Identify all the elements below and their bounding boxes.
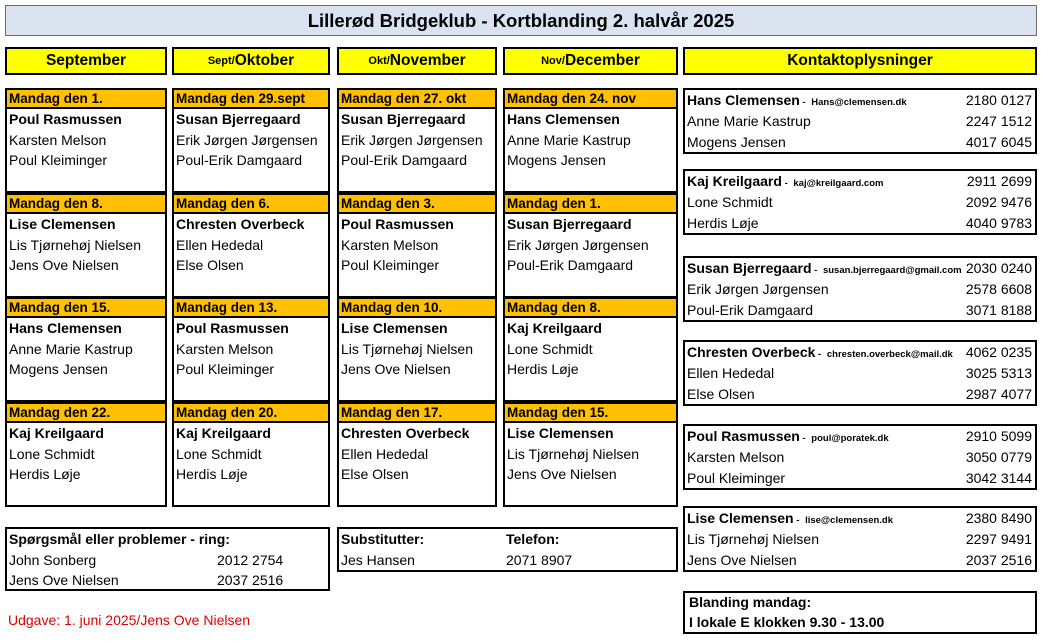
lead-name: Susan Bjerregaard bbox=[341, 111, 466, 127]
contact-name: Mogens Jensen bbox=[687, 133, 786, 150]
column-header-label: Oktober bbox=[234, 52, 295, 69]
contact-phone: 3050 0779 bbox=[965, 449, 1032, 465]
schedule-block bbox=[337, 402, 497, 507]
schedule-block bbox=[503, 88, 678, 193]
contact-row bbox=[685, 468, 1035, 489]
schedule-block bbox=[172, 402, 330, 507]
member-name: Erik Jørgen Jørgensen bbox=[341, 131, 483, 148]
contact-name: Ellen Hededal bbox=[687, 365, 775, 381]
contact-name-cell bbox=[687, 447, 784, 468]
person-name: Jens Ove Nielsen bbox=[9, 572, 119, 588]
contact-name: Susan Bjerregaard bbox=[687, 260, 812, 276]
date-header: Mandag den 27. okt bbox=[339, 90, 495, 109]
contact-name-cell bbox=[687, 529, 819, 550]
email-separator: - bbox=[811, 265, 820, 276]
date-header: Mandag den 1. bbox=[505, 195, 676, 214]
contact-row bbox=[685, 132, 1035, 153]
member-name: Erik Jørgen Jørgensen bbox=[176, 131, 318, 148]
email-separator: - bbox=[815, 349, 824, 360]
person-phone: 2012 2754 bbox=[217, 551, 284, 568]
member-name: Herdis Løje bbox=[9, 466, 81, 482]
schedule-block bbox=[5, 297, 167, 402]
contact-group bbox=[683, 88, 1037, 154]
contact-phone: 2037 2516 bbox=[965, 551, 1032, 568]
substitutes-heading-row bbox=[339, 529, 676, 550]
contact-name: Kaj Kreilgaard bbox=[687, 173, 782, 189]
email-separator: - bbox=[799, 97, 809, 108]
contact-name: Chresten Overbeck bbox=[687, 344, 816, 360]
schedule-block bbox=[5, 193, 167, 298]
contact-row bbox=[685, 384, 1035, 405]
contact-name-cell bbox=[687, 258, 962, 279]
lead-name: Lise Clemensen bbox=[9, 216, 116, 232]
contact-row bbox=[685, 550, 1035, 571]
email-separator: - bbox=[781, 178, 791, 189]
contact-phone: 2911 2699 bbox=[966, 173, 1032, 189]
member-name: Karsten Melson bbox=[9, 131, 107, 148]
member-name: Poul Kleiminger bbox=[176, 361, 275, 377]
contact-phone: 4017 6045 bbox=[965, 133, 1032, 150]
lead-name: Poul Rasmussen bbox=[176, 320, 289, 336]
member-name: Mogens Jensen bbox=[9, 361, 108, 377]
page-title: Lillerød Bridgeklub - Kortblanding 2. halvår 2025 bbox=[5, 5, 1037, 36]
member-name: Else Olsen bbox=[176, 257, 244, 273]
member-name: Jens Ove Nielsen bbox=[9, 257, 119, 273]
lead-name: Susan Bjerregaard bbox=[507, 216, 632, 232]
date-header: Mandag den 8. bbox=[505, 299, 676, 318]
member-name: Poul-Erik Damgaard bbox=[341, 152, 468, 168]
lead-name: Chresten Overbeck bbox=[176, 216, 305, 232]
contact-name: Poul-Erik Damgaard bbox=[687, 301, 814, 318]
contact-phone: 2380 8490 bbox=[965, 510, 1032, 526]
contact-phone: 2247 1512 bbox=[965, 113, 1032, 129]
schedule-block bbox=[503, 402, 678, 507]
questions-box bbox=[5, 527, 330, 591]
date-header: Mandag den 15. bbox=[505, 404, 676, 423]
lead-name: Lise Clemensen bbox=[341, 320, 448, 336]
lead-name: Kaj Kreilgaard bbox=[9, 425, 104, 441]
column-header-oktober bbox=[172, 47, 330, 75]
schedule-block bbox=[503, 297, 678, 402]
contact-row bbox=[685, 192, 1035, 213]
schedule-block bbox=[172, 297, 330, 402]
contact-email: kaj@kreilgaard.com bbox=[793, 178, 884, 189]
contact-name: Lone Schmidt bbox=[687, 194, 773, 210]
lead-name: Hans Clemensen bbox=[507, 111, 620, 127]
member-name: Anne Marie Kastrup bbox=[507, 131, 631, 148]
contact-name: Else Olsen bbox=[687, 385, 755, 402]
schedule-block bbox=[5, 402, 167, 507]
member-name: Erik Jørgen Jørgensen bbox=[507, 236, 649, 253]
questions-heading: Spørgsmål eller problemer - ring: bbox=[9, 531, 230, 547]
contact-name: Lise Clemensen bbox=[687, 510, 794, 526]
member-name: Ellen Hededal bbox=[176, 236, 264, 253]
member-name: Lis Tjørnehøj Nielsen bbox=[341, 340, 474, 357]
date-header: Mandag den 6. bbox=[174, 195, 328, 214]
schedule-block bbox=[172, 193, 330, 298]
contact-name-cell bbox=[687, 279, 829, 300]
member-name: Karsten Melson bbox=[341, 236, 439, 253]
contact-row bbox=[685, 508, 1035, 529]
contact-row bbox=[685, 447, 1035, 468]
contact-name-cell bbox=[687, 468, 785, 489]
column-header-label: September bbox=[45, 52, 127, 69]
contact-row bbox=[685, 342, 1035, 363]
lead-name: Poul Rasmussen bbox=[341, 216, 454, 232]
member-name: Jens Ove Nielsen bbox=[507, 466, 617, 482]
contact-row bbox=[685, 258, 1035, 279]
schedule-block bbox=[337, 297, 497, 402]
date-header: Mandag den 15. bbox=[7, 299, 165, 318]
column-header-december bbox=[503, 47, 678, 75]
contact-name-cell bbox=[687, 213, 759, 234]
member-name: Mogens Jensen bbox=[507, 152, 606, 168]
edition-note: Udgave: 1. juni 2025/Jens Ove Nielsen bbox=[8, 612, 251, 628]
column-header-contacts bbox=[683, 47, 1037, 75]
contact-group bbox=[683, 169, 1037, 235]
contact-group bbox=[683, 506, 1037, 572]
date-header: Mandag den 22. bbox=[7, 404, 165, 423]
contact-group bbox=[683, 424, 1037, 490]
contact-row bbox=[685, 90, 1035, 111]
contact-email: Hans@clemensen.dk bbox=[811, 97, 907, 108]
contact-email: chresten.overbeck@mail.dk bbox=[826, 349, 953, 360]
contact-phone: 2180 0127 bbox=[965, 92, 1032, 108]
date-header: Mandag den 20. bbox=[174, 404, 328, 423]
substitutes-heading: Substitutter: bbox=[341, 531, 425, 547]
date-header: Mandag den 10. bbox=[339, 299, 495, 318]
contact-phone: 4062 0235 bbox=[965, 344, 1032, 360]
contact-row bbox=[685, 111, 1035, 132]
lead-name: Chresten Overbeck bbox=[341, 425, 470, 441]
contact-name-cell bbox=[687, 550, 797, 571]
column-header-prefix: Nov/ bbox=[541, 55, 565, 67]
contact-phone: 3042 3144 bbox=[965, 469, 1032, 486]
person-phone: 2037 2516 bbox=[217, 572, 284, 588]
contact-email: poul@poratek.dk bbox=[811, 433, 889, 444]
member-name: Poul-Erik Damgaard bbox=[176, 152, 303, 168]
contact-name-cell bbox=[687, 342, 953, 363]
date-header: Mandag den 1. bbox=[7, 90, 165, 109]
blanding-info-box bbox=[683, 591, 1037, 634]
member-name: Poul Kleiminger bbox=[9, 152, 108, 168]
member-name: Karsten Melson bbox=[176, 340, 274, 357]
contact-name: Poul Kleiminger bbox=[687, 469, 786, 486]
member-name: Else Olsen bbox=[341, 466, 409, 482]
phone-heading: Telefon: bbox=[506, 531, 560, 547]
lead-name: Susan Bjerregaard bbox=[176, 111, 301, 127]
schedule-block bbox=[337, 88, 497, 193]
column-header-prefix: Okt/ bbox=[368, 55, 390, 67]
column-header-label: November bbox=[389, 52, 466, 69]
contact-phone: 2910 5099 bbox=[965, 428, 1032, 444]
contact-name: Erik Jørgen Jørgensen bbox=[687, 281, 829, 297]
contact-name-cell bbox=[687, 363, 774, 384]
lead-name: Kaj Kreilgaard bbox=[176, 425, 271, 441]
member-name: Anne Marie Kastrup bbox=[9, 340, 133, 357]
substitutes-box bbox=[337, 527, 678, 572]
member-name: Poul Kleiminger bbox=[341, 257, 440, 273]
substitute-phone: 2071 8907 bbox=[506, 551, 573, 568]
contact-name: Karsten Melson bbox=[687, 449, 785, 465]
contact-email: lise@clemensen.dk bbox=[805, 515, 894, 526]
contact-phone: 2987 4077 bbox=[965, 385, 1032, 402]
column-header-label: December bbox=[564, 52, 640, 69]
contact-row bbox=[685, 171, 1035, 192]
contact-name-cell bbox=[687, 132, 786, 153]
contact-name: Jens Ove Nielsen bbox=[687, 551, 797, 568]
schedule-block bbox=[5, 88, 167, 193]
date-header: Mandag den 8. bbox=[7, 195, 165, 214]
column-header-prefix: Sept/ bbox=[207, 55, 235, 67]
contact-name-cell bbox=[687, 384, 755, 405]
date-header: Mandag den 29.sept bbox=[174, 90, 328, 109]
member-name: Ellen Hededal bbox=[341, 445, 429, 462]
questions-person bbox=[7, 570, 328, 591]
schedule-block bbox=[172, 88, 330, 193]
contact-name: Poul Rasmussen bbox=[687, 428, 800, 444]
member-name: Lone Schmidt bbox=[9, 445, 95, 462]
schedule-block bbox=[337, 193, 497, 298]
schedule-block bbox=[503, 193, 678, 298]
contact-row bbox=[685, 213, 1035, 234]
date-header: Mandag den 17. bbox=[339, 404, 495, 423]
contact-email: susan.bjerregaard@gmail.com bbox=[822, 265, 962, 276]
lead-name: Poul Rasmussen bbox=[9, 111, 122, 127]
member-name: Poul-Erik Damgaard bbox=[507, 257, 634, 273]
contact-phone: 3025 5313 bbox=[965, 365, 1032, 381]
date-header: Mandag den 3. bbox=[339, 195, 495, 214]
member-name: Lone Schmidt bbox=[507, 340, 593, 357]
email-separator: - bbox=[799, 433, 809, 444]
questions-person bbox=[7, 550, 328, 571]
contact-name-cell bbox=[687, 171, 883, 192]
lead-name: Hans Clemensen bbox=[9, 320, 122, 336]
contact-group bbox=[683, 256, 1037, 322]
member-name: Herdis Løje bbox=[507, 361, 579, 377]
contact-name: Hans Clemensen bbox=[687, 92, 800, 108]
contact-name-cell bbox=[687, 300, 813, 321]
contact-name-cell bbox=[687, 111, 811, 132]
lead-name: Kaj Kreilgaard bbox=[507, 320, 602, 336]
member-name: Lis Tjørnehøj Nielsen bbox=[9, 236, 142, 253]
column-header-november bbox=[337, 47, 497, 75]
column-header-september bbox=[5, 47, 167, 75]
contact-phone: 2578 6608 bbox=[965, 281, 1032, 297]
substitute-row bbox=[339, 550, 676, 571]
contact-phone: 4040 9783 bbox=[965, 214, 1032, 231]
contact-name-cell bbox=[687, 426, 889, 447]
contact-phone: 3071 8188 bbox=[965, 301, 1032, 318]
contact-row bbox=[685, 300, 1035, 321]
contact-name: Lis Tjørnehøj Nielsen bbox=[687, 531, 820, 547]
member-name: Lone Schmidt bbox=[176, 445, 262, 462]
contacts-heading: Kontaktoplysninger bbox=[787, 52, 933, 69]
contact-phone: 2297 9491 bbox=[965, 531, 1032, 547]
contact-row bbox=[685, 279, 1035, 300]
contact-row bbox=[685, 363, 1035, 384]
blanding-line: I lokale E klokken 9.30 - 13.00 bbox=[689, 613, 885, 630]
contact-phone: 2092 9476 bbox=[965, 194, 1032, 210]
member-name: Lis Tjørnehøj Nielsen bbox=[507, 445, 640, 462]
substitute-name: Jes Hansen bbox=[341, 551, 415, 568]
member-name: Herdis Løje bbox=[176, 466, 248, 482]
contact-phone: 2030 0240 bbox=[965, 260, 1032, 276]
date-header: Mandag den 13. bbox=[174, 299, 328, 318]
contact-name-cell bbox=[687, 90, 907, 111]
date-header: Mandag den 24. nov bbox=[505, 90, 676, 109]
contact-row bbox=[685, 529, 1035, 550]
email-separator: - bbox=[793, 515, 803, 526]
contact-row bbox=[685, 426, 1035, 447]
contact-name: Anne Marie Kastrup bbox=[687, 113, 811, 129]
member-name: Jens Ove Nielsen bbox=[341, 361, 451, 377]
lead-name: Lise Clemensen bbox=[507, 425, 614, 441]
contact-group bbox=[683, 340, 1037, 406]
contact-name-cell bbox=[687, 192, 773, 213]
contact-name: Herdis Løje bbox=[687, 214, 759, 231]
person-name: John Sonberg bbox=[9, 551, 97, 568]
blanding-line: Blanding mandag: bbox=[689, 594, 812, 610]
contact-name-cell bbox=[687, 508, 893, 529]
